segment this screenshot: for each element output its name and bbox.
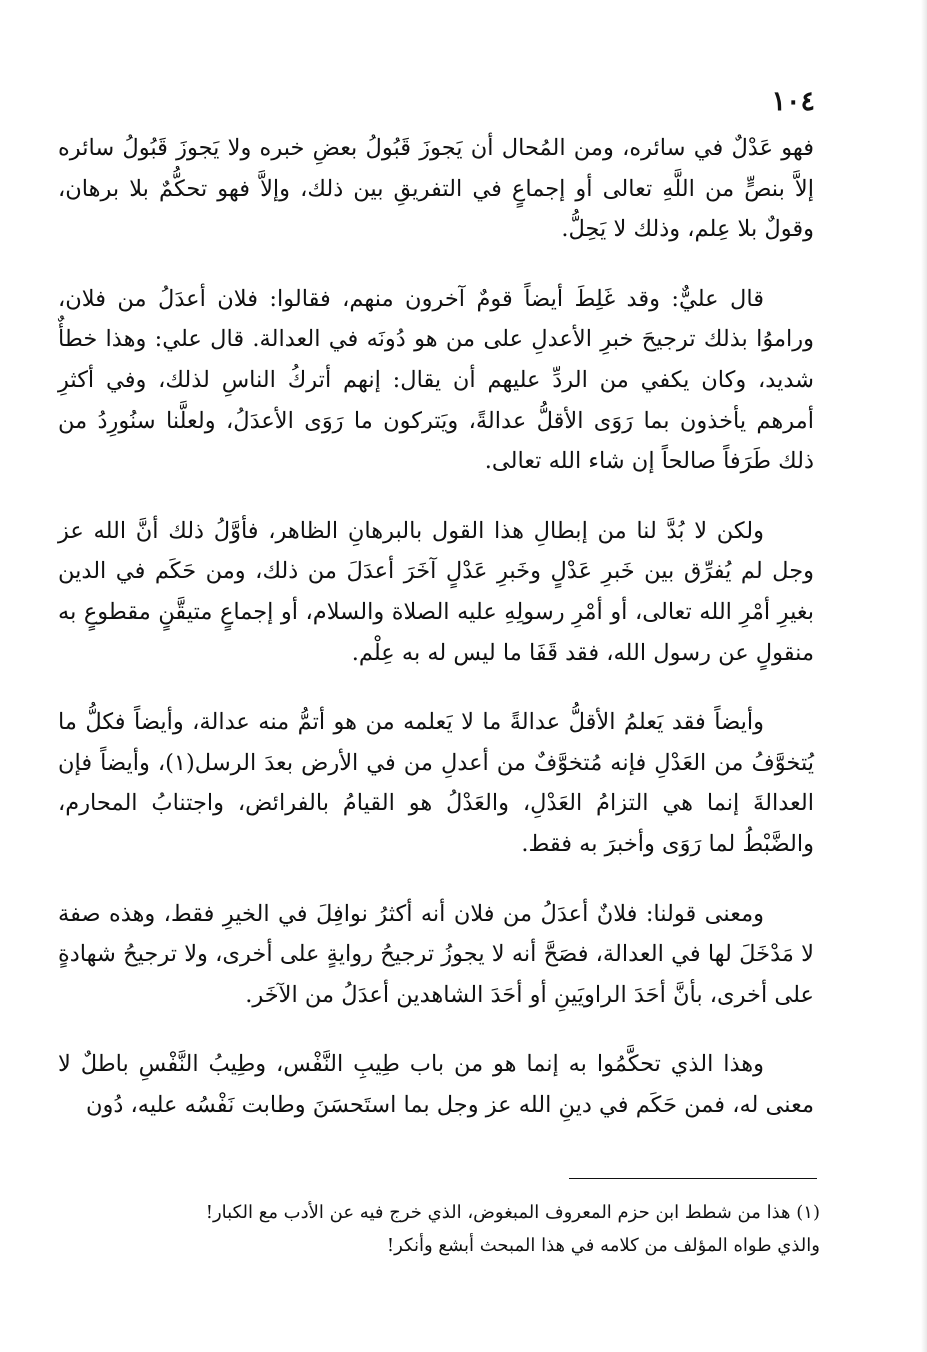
footnote-line-1: (١) هذا من شطط ابن حزم المعروف المبغوض، الذي خرج فيه عن الأدب مع الكبار! xyxy=(205,1202,820,1223)
paragraph-5: ومعنى قولنا: فلانٌ أعدَلُ من فلان أنه أكثرُ نوافِلَ في الخيرِ فقط، وهذه صفة لا مَدْخَلَ لها في العدالة، فصَحَّ أنه لا يجوزُ ترجيحُ روايةٍ على أخرى، ولا ترجيحُ شهادةٍ على أخرى، بأنَّ أحَدَ الراويَينِ أو أحَدَ الشاهدين أعدَلُ من الآخَر. xyxy=(58,900,814,1008)
paragraph-2: قال عليٌّ: وقد غَلِطَ أيضاً قومٌ آخرون منهم، فقالوا: فلان أعدَلُ من فلان، وراموُا بذلك ترجيحَ خبرِ الأعدلِ على من هو دُونَه في العدالة. قال علي: وهذا خطأٌ شديد، وكان يكفي من الردِّ عليهم أن يقال: إنهم أتركُ الناسِ لذلك، وفي أكثرِ أمرهم يأخذون بما رَوَى الأقلُّ عدالةً، ويَتركون ما رَوَى الأعدَلُ، ولعلَّنا سنُورِدُ من ذلك طَرَفاً صالحاً إن شاء الله تعالى. xyxy=(58,285,814,475)
scan-edge-shadow xyxy=(921,0,927,1352)
footnote xyxy=(100,1196,820,1262)
page-number: ١٠٤ xyxy=(771,86,815,117)
footnote-divider xyxy=(569,1178,817,1179)
paragraph-6: وهذا الذي تحكَّمُوا به إنما هو من باب طِيبِ النَّفْس، وطِيبُ النَّفْسِ باطلٌ لا معنى له، فمن حَكَم في دينِ الله عز وجل بما استَحسَنَ وطابت نَفْسُه عليه، دُون xyxy=(58,1051,814,1118)
main-text xyxy=(58,128,814,1125)
paragraph-4: وأيضاً فقد يَعلمُ الأقلُّ عدالةً ما لا يَعلمه من هو أتمُّ منه عدالة، وأيضاً فكلُّ ما يُتخوَّفُ من العَدْلِ فإنه مُتخوَّفٌ من أعدلِ من في الأرض بعدَ الرسل(١)، وأيضاً فإن العدالةَ إنما هي التزامُ العَدْلِ، والعَدْلُ هو القيامُ بالفرائض، واجتنابُ المحارم، والضَّبْطُ لما رَوَى وأخبرَ به فقط. xyxy=(58,709,815,857)
footnote-line-2: والذي طواه المؤلف من كلامه في هذا المبحث أبشع وأنكر! xyxy=(386,1235,820,1256)
paragraph-3: ولكن لا بُدَّ لنا من إبطالِ هذا القول بالبرهانِ الظاهر، فأوَّلُ ذلك أنَّ الله عز وجل لم يُفرِّق بين خَبرِ عَدْلٍ وخَبرِ عَدْلٍ آخَرَ أعدَلَ من ذلك، ومن حَكَم في الدين بغيرِ أمْرِ الله تعالى، أو أمْرِ رسولِهِ عليه الصلاة والسلام، أو إجماعٍ متيقَّنٍ مقطوعٍ به منقولٍ عن رسول الله، فقد قَفَا ما ليس له به عِلْم. xyxy=(58,517,814,666)
paragraph-1: فهو عَدْلٌ في سائره، ومن المُحال أن يَجوزَ قَبُولُ بعضِ خبره ولا يَجوزَ قَبُولُ سائره إلاَّ بنصٍّ من اللَّهِ تعالى أو إجماعٍ في التفريقِ بين ذلك، وإلاَّ فهو تحكُّمٌ بلا برهان، وقولٌ بلا عِلم، وذلك لا يَحِلُّ. xyxy=(58,135,814,243)
